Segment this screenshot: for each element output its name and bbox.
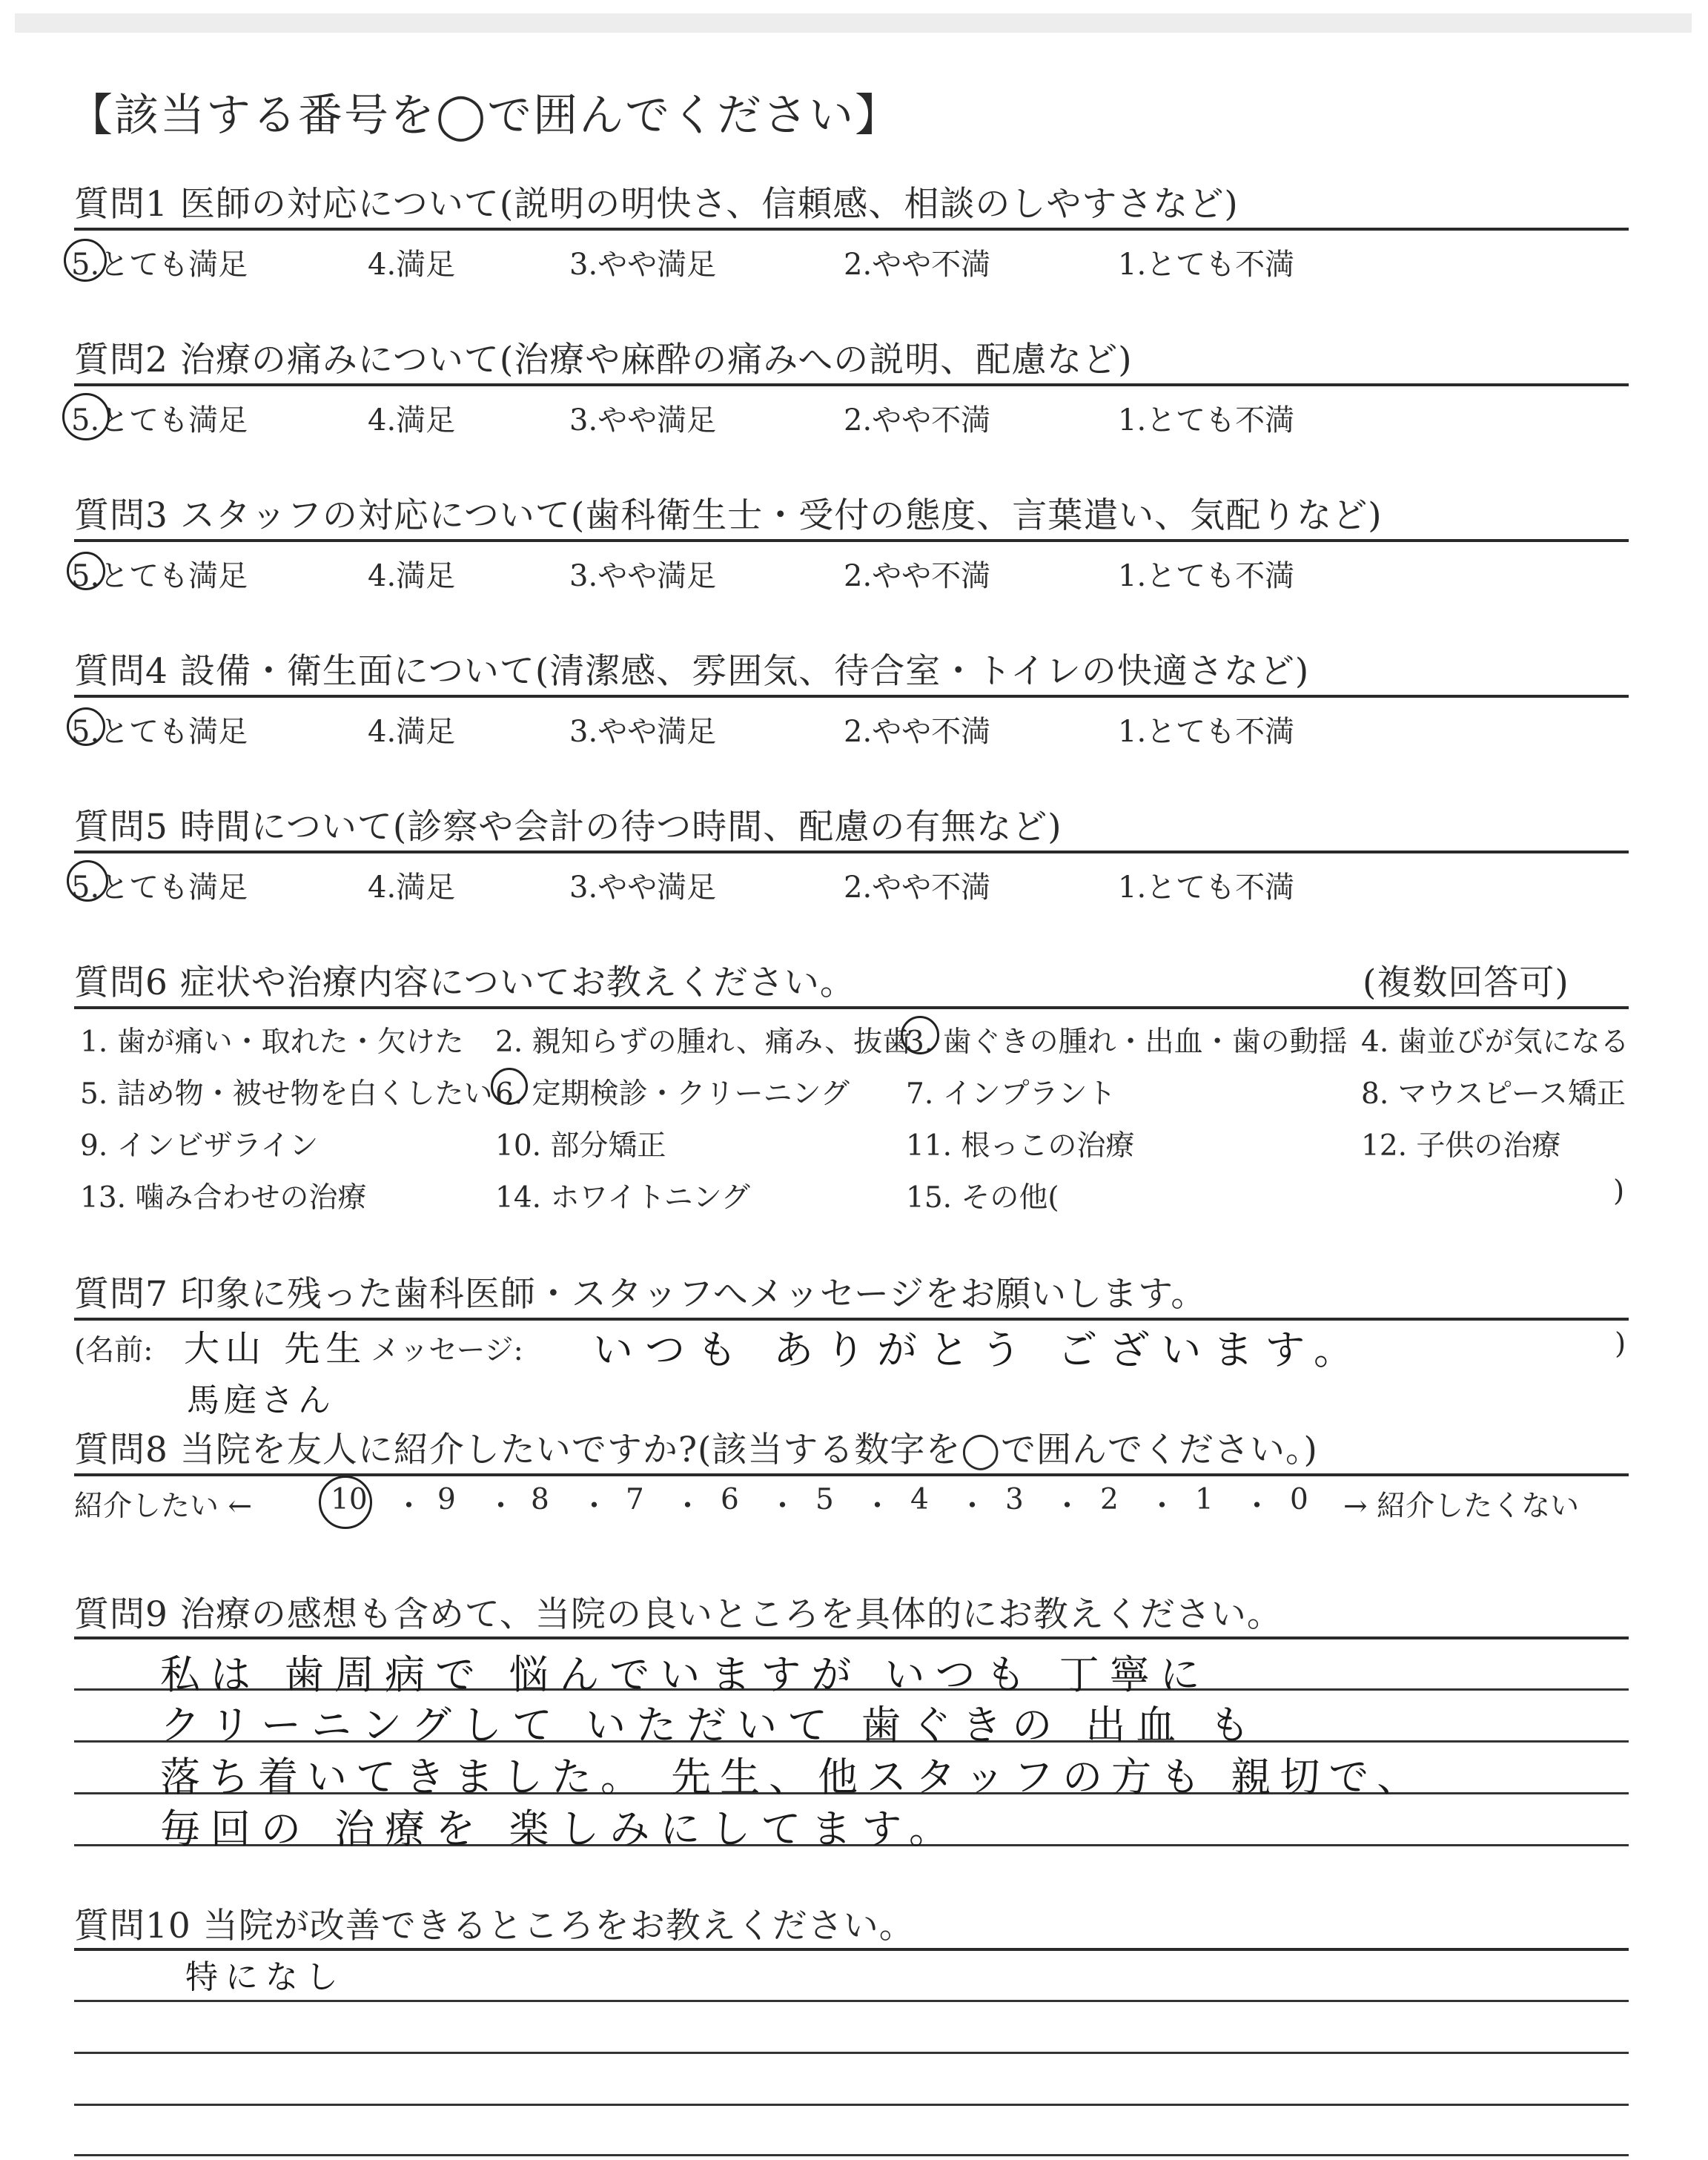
q9-handwritten-line-3[interactable]: 落ち着いてきました。 先生、他スタッフの方も 親切で、 [160, 1754, 1426, 1800]
q5-option-5[interactable]: 5.とても満足 [71, 871, 248, 905]
q2-option-5[interactable]: 5.とても満足 [71, 403, 248, 437]
q1-option-3[interactable]: 3.やや満足 [569, 248, 717, 282]
q5-rule [74, 851, 1629, 853]
q4-option-3[interactable]: 3.やや満足 [569, 715, 717, 749]
q9-title: 質問9 治療の感想も含めて、当院の良いところを具体的にお教えください。 [74, 1594, 1282, 1635]
q8-scale-5[interactable]: 5 [815, 1483, 834, 1516]
q3-option-4[interactable]: 4.満足 [368, 559, 456, 593]
q8-scale-2[interactable]: 2 [1100, 1483, 1119, 1516]
q6-rule [74, 1006, 1629, 1009]
q8-rule [74, 1473, 1629, 1476]
q3-rule [74, 539, 1629, 542]
q3-option-2[interactable]: 2.やや不満 [844, 559, 991, 593]
q3-option-5[interactable]: 5.とても満足 [71, 559, 248, 593]
q1-option-5[interactable]: 5.とても満足 [71, 248, 248, 282]
q8-dot: ・ [958, 1490, 987, 1523]
q8-dot: ・ [863, 1490, 893, 1523]
q10-answer-line [74, 2104, 1629, 2106]
q4-selection-circle [67, 707, 105, 746]
q5-title: 質問5 時間について(診察や会計の待つ時間、配慮の有無など) [74, 807, 1062, 848]
q7-message-label: メッセージ: [371, 1334, 523, 1367]
q4-option-4[interactable]: 4.満足 [368, 715, 456, 749]
q8-dot: ・ [1148, 1490, 1177, 1523]
q7-name-label: (名前: [74, 1334, 153, 1367]
q9-rule [74, 1636, 1629, 1639]
q8-dot: ・ [673, 1490, 703, 1523]
q1-option-4[interactable]: 4.満足 [368, 248, 456, 282]
q1-selection-circle [64, 239, 107, 282]
q4-option-2[interactable]: 2.やや不満 [844, 715, 991, 749]
q6-item-4[interactable]: 4. 歯並びが気になる [1361, 1025, 1629, 1059]
q10-handwritten-answer[interactable]: 特になし [185, 1958, 345, 1996]
q9-handwritten-line-1[interactable]: 私は 歯周病で 悩んでいますが いつも 丁寧に [160, 1651, 1211, 1698]
q6-item-12[interactable]: 12. 子供の治療 [1361, 1129, 1561, 1163]
q2-title: 質問2 治療の痛みについて(治療や麻酔の痛みへの説明、配慮など) [74, 340, 1133, 380]
q8-scale-10[interactable]: 10 [331, 1483, 368, 1516]
q8-title: 質問8 当院を友人に紹介したいですか?(該当する数字を◯で囲んでください。) [74, 1430, 1318, 1470]
q9-handwritten-line-4[interactable]: 毎回の 治療を 楽しみにしてます。 [160, 1806, 960, 1852]
q8-scale-4[interactable]: 4 [910, 1483, 929, 1516]
q7-name-handwritten-2[interactable]: 馬庭さん [187, 1381, 335, 1419]
q6-item-11[interactable]: 11. 根っこの治療 [906, 1129, 1135, 1163]
q8-dot: ・ [394, 1490, 424, 1523]
q6-item-3-circle [901, 1016, 939, 1054]
q6-item-9[interactable]: 9. インビザライン [80, 1129, 319, 1163]
q2-option-3[interactable]: 3.やや満足 [569, 403, 717, 437]
q5-option-3[interactable]: 3.やや満足 [569, 871, 717, 905]
q7-title: 質問7 印象に残った歯科医師・スタッフへメッセージをお願いします。 [74, 1274, 1207, 1315]
q2-option-4[interactable]: 4.満足 [368, 403, 456, 437]
q5-selection-circle [67, 860, 108, 902]
q5-option-4[interactable]: 4.満足 [368, 871, 456, 905]
q2-selection-circle [62, 393, 110, 440]
q8-scale-8[interactable]: 8 [531, 1483, 549, 1516]
q8-scale-9[interactable]: 9 [437, 1483, 456, 1516]
q5-option-1[interactable]: 1.とても不満 [1118, 871, 1295, 905]
q8-scale-0[interactable]: 0 [1290, 1483, 1308, 1516]
q3-title: 質問3 スタッフの対応について(歯科衛生士・受付の態度、言葉遣い、気配りなど) [74, 495, 1383, 536]
q10-answer-line [74, 2000, 1629, 2002]
q4-option-1[interactable]: 1.とても不満 [1118, 715, 1295, 749]
scan-top-edge [15, 13, 1692, 33]
q8-scale-7[interactable]: 7 [626, 1483, 644, 1516]
q6-item-5[interactable]: 5. 詰め物・被せ物を白くしたい [80, 1077, 493, 1111]
q8-scale-3[interactable]: 3 [1005, 1483, 1024, 1516]
q3-option-1[interactable]: 1.とても不満 [1118, 559, 1295, 593]
q4-rule [74, 695, 1629, 698]
q8-dot: ・ [768, 1490, 798, 1523]
q1-option-1[interactable]: 1.とても不満 [1118, 248, 1295, 282]
q6-item-6-circle [491, 1068, 528, 1105]
q2-option-1[interactable]: 1.とても不満 [1118, 403, 1295, 437]
q6-item-8[interactable]: 8. マウスピース矯正 [1361, 1077, 1626, 1111]
q6-item-10[interactable]: 10. 部分矯正 [495, 1129, 666, 1163]
q6-item-6[interactable]: 6. 定期検診・クリーニング [495, 1077, 850, 1111]
q4-title: 質問4 設備・衛生面について(清潔感、雰囲気、待合室・トイレの快適さなど) [74, 651, 1310, 692]
q1-option-2[interactable]: 2.やや不満 [844, 248, 991, 282]
q8-left-label: 紹介したい ← [74, 1490, 253, 1523]
q1-rule [74, 228, 1629, 231]
q10-answer-line [74, 2154, 1629, 2156]
q8-scale-6[interactable]: 6 [721, 1483, 739, 1516]
q7-close-paren: ) [1615, 1327, 1626, 1361]
q5-option-2[interactable]: 2.やや不満 [844, 871, 991, 905]
q6-item-1[interactable]: 1. 歯が痛い・取れた・欠けた [80, 1025, 464, 1059]
q6-item-15-close: ) [1613, 1175, 1625, 1208]
q8-dot: ・ [486, 1490, 516, 1523]
q1-title: 質問1 医師の対応について(説明の明快さ、信頼感、相談のしやすさなど) [74, 184, 1239, 225]
q3-option-3[interactable]: 3.やや満足 [569, 559, 717, 593]
q2-rule [74, 383, 1629, 386]
q6-item-13[interactable]: 13. 噛み合わせの治療 [80, 1181, 367, 1215]
q8-right-label: → 紹介したくない [1343, 1490, 1580, 1523]
q6-item-2[interactable]: 2. 親知らずの腫れ、痛み、抜歯 [495, 1025, 912, 1059]
q8-dot: ・ [1053, 1490, 1082, 1523]
q8-scale-1[interactable]: 1 [1195, 1483, 1214, 1516]
q10-answer-line [74, 2052, 1629, 2054]
q6-item-7[interactable]: 7. インプラント [906, 1077, 1116, 1111]
q8-selection-circle [319, 1476, 372, 1529]
q6-item-15[interactable]: 15. その他( [906, 1181, 1059, 1215]
q10-title: 質問10 当院が改善できるところをお教えください。 [74, 1906, 915, 1946]
q8-dot: ・ [1242, 1490, 1272, 1523]
q7-name-handwritten[interactable]: 大山 先生 [184, 1328, 368, 1370]
q9-handwritten-line-2[interactable]: クリーニングして いただいて 歯ぐきの 出血 も [160, 1702, 1260, 1748]
q7-message-handwritten[interactable]: いつも ありがとう ございます。 [593, 1327, 1366, 1373]
q2-option-2[interactable]: 2.やや不満 [844, 403, 991, 437]
q8-dot: ・ [580, 1490, 609, 1523]
q6-title: 質問6 症状や治療内容についてお教えください。 [74, 962, 855, 1003]
q6-multiple-note: (複数回答可) [1363, 962, 1569, 1003]
q4-option-5[interactable]: 5.とても満足 [71, 715, 248, 749]
q6-item-14[interactable]: 14. ホワイトニング [495, 1181, 750, 1215]
q6-item-3[interactable]: 3. 歯ぐきの腫れ・出血・歯の動揺 [906, 1025, 1348, 1059]
q3-selection-circle [67, 552, 105, 590]
page-title: 【該当する番号を◯で囲んでください】 [68, 90, 901, 142]
